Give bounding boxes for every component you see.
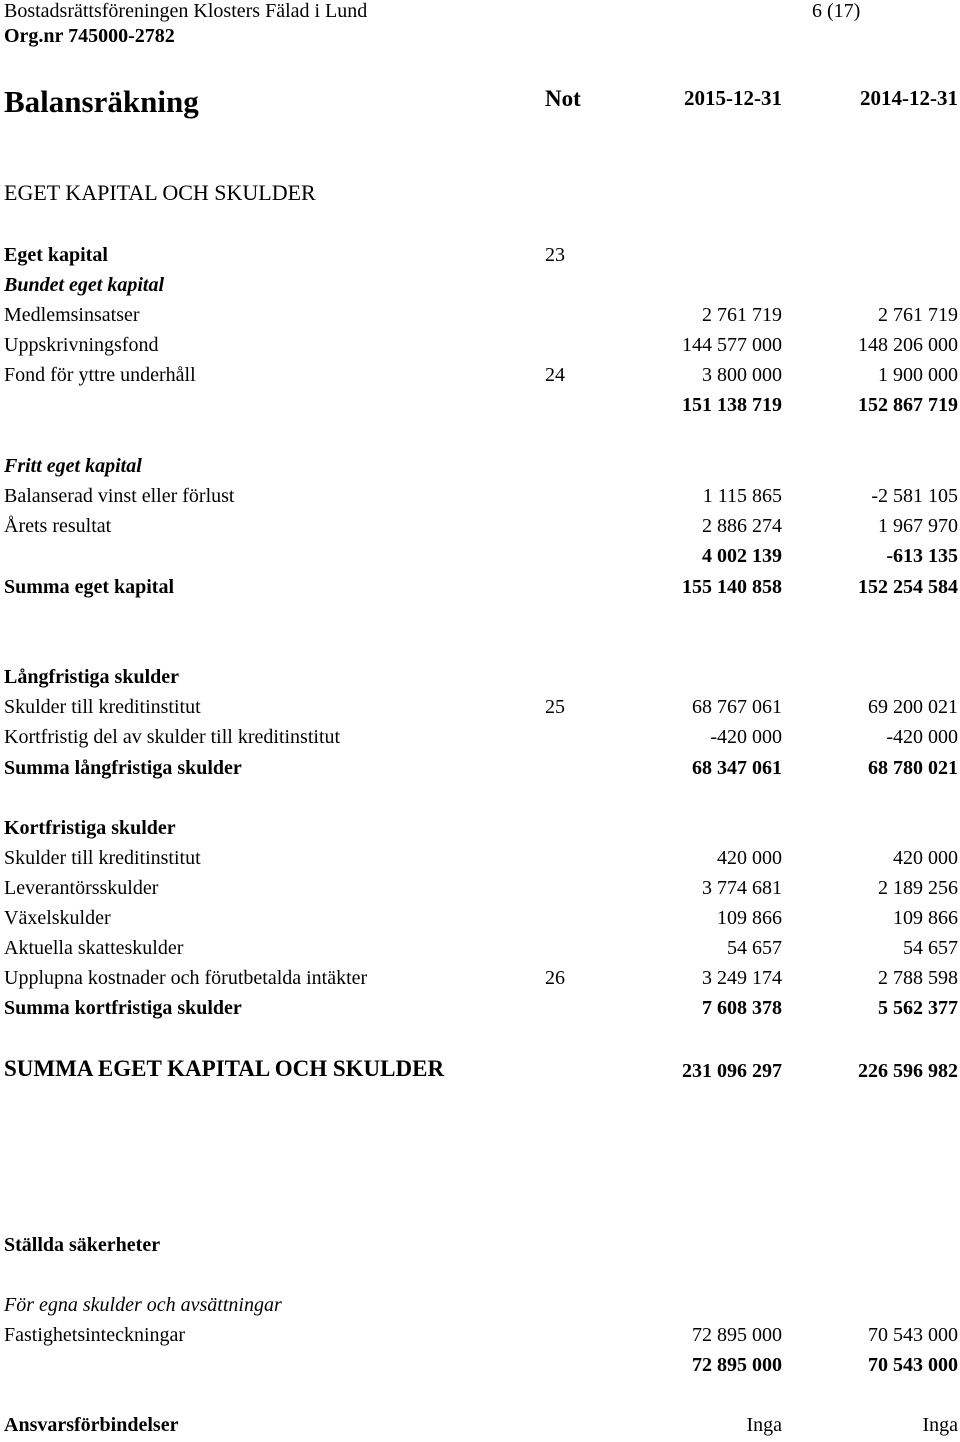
row-value-2015: 2 761 719 [702, 304, 782, 326]
row-label: Kortfristiga skulder [4, 817, 176, 839]
row-value-2014: 420 000 [893, 847, 958, 869]
row-value-2014: 226 596 982 [858, 1060, 958, 1082]
row-label: Långfristiga skulder [4, 666, 180, 688]
table-row [0, 1320, 960, 1350]
row-value-2015: 155 140 858 [682, 576, 782, 598]
row-label: För egna skulder och avsättningar [4, 1294, 282, 1316]
row-label: Leverantörsskulder [4, 877, 159, 899]
row-label: Upplupna kostnader och förutbetalda intäkter [4, 967, 368, 989]
row-note: 26 [545, 967, 565, 989]
row-label: Fritt eget kapital [4, 455, 142, 477]
row-label: Uppskrivningsfond [4, 334, 159, 356]
table-row [0, 1410, 960, 1440]
row-value-2015: 231 096 297 [682, 1060, 782, 1082]
row-value-2015: 2 886 274 [702, 515, 782, 537]
row-value-2014: 69 200 021 [868, 696, 958, 718]
table-row [0, 481, 960, 511]
row-value-2015: 68 347 061 [692, 757, 782, 779]
row-value-2015: -420 000 [710, 726, 782, 748]
table-row [0, 511, 960, 541]
table-row [0, 843, 960, 873]
table-row [0, 1290, 960, 1320]
row-label: Summa kortfristiga skulder [4, 997, 242, 1019]
row-label: Fond för yttre underhåll [4, 364, 196, 386]
row-label: Växelskulder [4, 907, 111, 929]
row-value-2015: 72 895 000 [692, 1354, 782, 1376]
row-value-2015: 144 577 000 [682, 334, 782, 356]
row-note: 25 [545, 696, 565, 718]
table-row [0, 451, 960, 481]
row-value-2015: 3 249 174 [702, 967, 782, 989]
row-value-2014: 109 866 [893, 907, 958, 929]
row-value-2015: 109 866 [717, 907, 782, 929]
section-title: EGET KAPITAL OCH SKULDER [4, 180, 316, 205]
column-header-2015: 2015-12-31 [684, 86, 782, 110]
row-label: Fastighetsinteckningar [4, 1324, 186, 1346]
row-value-2015: 54 657 [727, 937, 782, 959]
grand-total-label: SUMMA EGET KAPITAL OCH SKULDER [4, 1056, 445, 1081]
row-value-2014: 152 254 584 [858, 576, 958, 598]
row-value-2014: 1 967 970 [878, 515, 958, 537]
row-label: Skulder till kreditinstitut [4, 847, 201, 869]
row-value-2015: 68 767 061 [692, 696, 782, 718]
row-value-2014: 2 761 719 [878, 304, 958, 326]
row-label: Balanserad vinst eller förlust [4, 485, 235, 507]
row-note: 24 [545, 364, 565, 386]
row-value-2014: 70 543 000 [868, 1354, 958, 1376]
total-row [0, 572, 960, 602]
table-row [0, 933, 960, 963]
row-value-2014: Inga [922, 1414, 958, 1436]
row-value-2014: 68 780 021 [868, 757, 958, 779]
row-label: Ställda säkerheter [4, 1234, 161, 1256]
row-value-2014: 148 206 000 [858, 334, 958, 356]
row-value-2014: 1 900 000 [878, 364, 958, 386]
table-row [0, 360, 960, 390]
table-row [0, 873, 960, 903]
row-label: Bundet eget kapital [4, 274, 164, 296]
table-row [0, 240, 960, 270]
row-value-2015: 151 138 719 [682, 394, 782, 416]
row-value-2014: 70 543 000 [868, 1324, 958, 1346]
row-value-2014: -420 000 [886, 726, 958, 748]
table-row [0, 813, 960, 843]
page-number: 6 (17) [812, 0, 861, 22]
subtotal-row [0, 1350, 960, 1380]
row-value-2015: 4 002 139 [702, 545, 782, 567]
row-value-2015: 7 608 378 [702, 997, 782, 1019]
row-label: Summa långfristiga skulder [4, 757, 242, 779]
row-value-2014: 5 562 377 [878, 997, 958, 1019]
row-label: Skulder till kreditinstitut [4, 696, 201, 718]
row-value-2014: 54 657 [903, 937, 958, 959]
row-value-2015: 3 800 000 [702, 364, 782, 386]
table-row [0, 662, 960, 692]
table-row [0, 722, 960, 752]
subtotal-row [0, 541, 960, 571]
row-value-2015: 1 115 865 [702, 485, 782, 507]
row-value-2014: 2 788 598 [878, 967, 958, 989]
total-row [0, 993, 960, 1023]
table-row [0, 1230, 960, 1260]
row-label: Kortfristig del av skulder till kreditinstitut [4, 726, 341, 748]
column-header-note: Not [545, 86, 581, 111]
row-label: Eget kapital [4, 244, 108, 266]
table-row [0, 270, 960, 300]
row-value-2015: 3 774 681 [702, 877, 782, 899]
row-value-2014: 2 189 256 [878, 877, 958, 899]
row-note: 23 [545, 244, 565, 266]
table-row [0, 692, 960, 722]
row-value-2015: Inga [746, 1414, 782, 1436]
page-title: Balansräkning [4, 84, 199, 119]
row-label: Ansvarsförbindelser [4, 1414, 179, 1436]
row-label: Aktuella skatteskulder [4, 937, 184, 959]
table-row [0, 300, 960, 330]
subtotal-row [0, 390, 960, 420]
row-value-2015: 420 000 [717, 847, 782, 869]
org-name: Bostadsrättsföreningen Klosters Fälad i Lund [4, 0, 368, 22]
row-value-2014: -613 135 [886, 545, 958, 567]
table-row [0, 330, 960, 360]
row-value-2015: 72 895 000 [692, 1324, 782, 1346]
grand-total-row [0, 1054, 960, 1088]
row-label: Årets resultat [4, 515, 112, 537]
row-label: Medlemsinsatser [4, 304, 140, 326]
column-header-2014: 2014-12-31 [860, 86, 958, 110]
total-row [0, 753, 960, 783]
table-row [0, 963, 960, 993]
row-value-2014: 152 867 719 [858, 394, 958, 416]
row-label: Summa eget kapital [4, 576, 174, 598]
table-row [0, 903, 960, 933]
org-number: Org.nr 745000-2782 [4, 25, 175, 47]
row-value-2014: -2 581 105 [871, 485, 958, 507]
